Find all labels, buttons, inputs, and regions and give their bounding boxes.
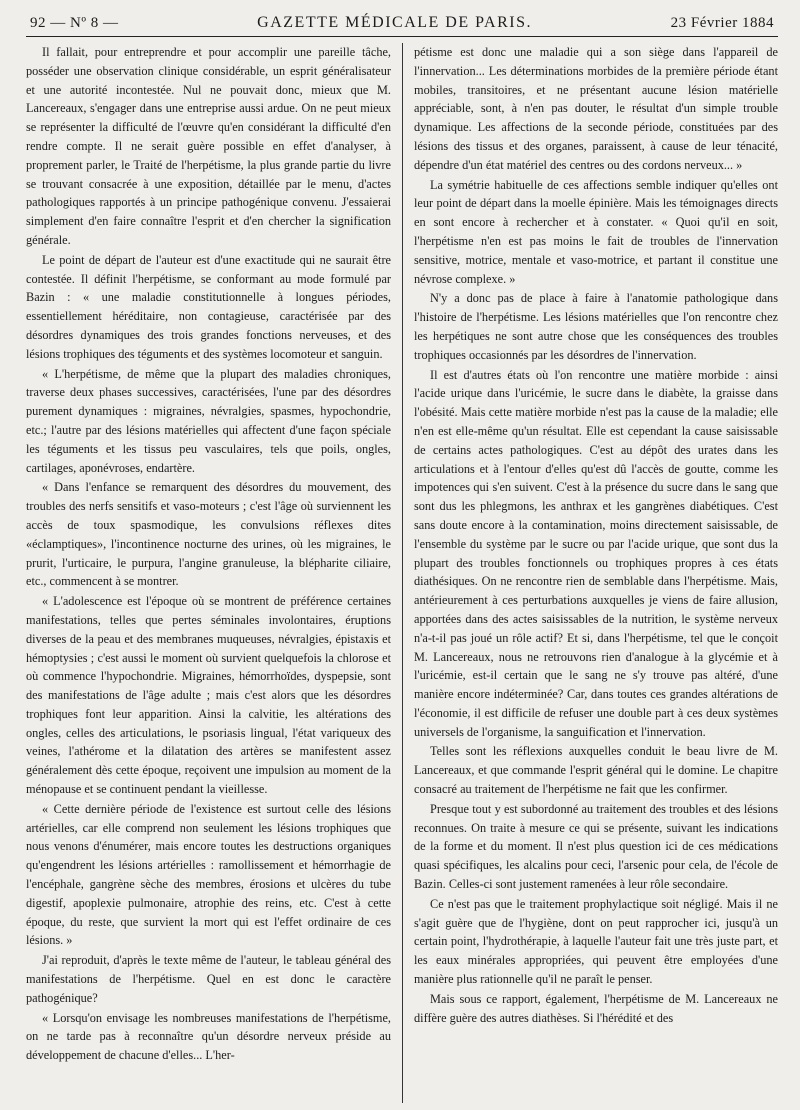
paragraph: Il est d'autres états où l'on rencontre une matière morbide : ainsi l'acide urique dans l'uricémie, le sucre dans le diabète, la graisse dans l'obésité. Mais cette matière morbide n'est pas la cause de la maladie; elle n'en est elle-même qu'un résultat. Elle est cependant la cause saisissable de certains actes pathologiques. C'est au dépôt des urates dans les articulations et à l'entour d'elles qu'est dû l'accès de goutte, comme les impotences qui s'en suivent. C'est à la présence du sucre dans le sang que sont dus les phlegmons, les anthrax et les gangrènes diabétiques. C'est sans doute encore à la contamination, moins directement saisissable, de l'ensemble du système par le sucre ou par l'acide urique, que sont dus la plupart des troubles fonctionnels ou trophiques propres à ces états diathésiques. On ne rencontre rien de semblable dans l'herpétisme. Mais, antérieurement à ces perturbations auxquelles je viens de faire allusion, apportées dans des actes saisissables de la nutrition, le système nerveux n'a-t-il pas joué un rôle actif? Et si, dans l'herpétisme, tel que le conçoit M. Lancereaux, nous ne retrouvons rien d'analogue à la glycémie et à l'uricémie, est-il certain que le sang ne s'y trouve pas altéré, d'une manière encore indéterminée? Car, dans toutes ces grandes altérations de l'économie, il est difficile de refuser une double part à ces deux systèmes universels de l'organisme, la sanguification et l'innervation. xyxy=(414,367,778,739)
right-column xyxy=(402,43,778,1103)
paragraph: « L'adolescence est l'époque où se montrent de préférence certaines manifestations, telles que pertes séminales involontaires, éruptions diverses de la peau et des membranes muqueuses, névralgies, épistaxis et hémoptysies ; c'est aussi le moment où survient quelquefois la chlorose et où commence l'hypochondrie. Migraines, hémorrhoïdes, dyspepsie, sont des manifestations de l'âge adulte ; mais c'est alors que les désordres trophiques font leur apparition. Ainsi la calvitie, les altérations des ongles, celles des articulations, le psoriasis lingual, l'état variqueux des veines, l'athérome et la dilatation des artères se manifestent assez généralement dès cette époque, reçoivent une impulsion au moment de la ménopause et se continuent pendant la vieillesse. xyxy=(26,594,391,797)
left-column xyxy=(26,43,402,1103)
paragraph: pétisme est donc une maladie qui a son siège dans l'appareil de l'innervation... Les déterminations morbides de la première période étant mobiles, transitoires, et ne présentant aucune lésion matérielle appréciable, sont, à n'en pas douter, le résultat d'un simple trouble dynamique. Les affections de la seconde période, constituées par des lésions des tissus et des organes, paraissent, à cause de leur ténacité, dépendre d'un état matériel des centres ou des cordons nerveux... » xyxy=(414,45,778,172)
paragraph: Ce n'est pas que le traitement prophylactique soit négligé. Mais il ne s'agit guère que de l'hygiène, dont on peut rapprocher ici, jusqu'à un certain point, l'hydrothérapie, à laquelle l'auteur fait une très juste part, et les eaux minérales appropriées, qui peuvent être employées d'une manière plus rationnelle qu'il ne paraît le penser. xyxy=(414,896,778,987)
paragraph: N'y a donc pas de place à faire à l'anatomie pathologique dans l'histoire de l'herpétisme. Les lésions matérielles que l'on rencontre chez les herpétiques ne sont autre chose que les conséquences des troubles trophiques occasionnés par les désordres de l'innervation. xyxy=(414,291,778,362)
issue-date: 23 Février 1884 xyxy=(670,15,774,31)
text-columns xyxy=(26,43,778,1103)
paragraph: Telles sont les réflexions auxquelles conduit le beau livre de M. Lancereaux, et que commande l'esprit général qui le domine. Le chapitre consacré au traitement de l'herpétisme ne fait que les confirmer. xyxy=(414,744,778,797)
paragraph: « L'herpétisme, de même que la plupart des maladies chroniques, traverse deux phases successives, caractérisées, l'une par des désordres purement dynamiques : migraines, névralgies, spasmes, hypochondrie, etc.; l'autre par des lésions matérielles qui affectent d'une façon spéciale les téguments et les tissus peu vasculaires, tels que poils, ongles, cartilages, aponévroses, endartère. xyxy=(26,366,391,475)
paragraph: « Lorsqu'on envisage les nombreuses manifestations de l'herpétisme, on ne tarde pas à reconnaître qu'un désordre nerveux préside au développement de chacune d'elles... L'her- xyxy=(26,1010,391,1063)
journal-title: GAZETTE MÉDICALE DE PARIS. xyxy=(257,14,532,31)
page-header xyxy=(26,14,778,37)
paragraph: « Dans l'enfance se remarquent des désordres du mouvement, des troubles des nerfs sensitifs et vaso-moteurs ; c'est l'âge où surviennent les accès de toux spasmodique, les convulsions réflexes dites «éclamptiques», l'incontinence nocturne des urines, où les migraines, le prurit, l'urticaire, le purpura, l'angine granuleuse, la blépharite ciliaire, etc., commencent à se montrer. xyxy=(26,480,391,589)
paragraph: Mais sous ce rapport, également, l'herpétisme de M. Lancereaux ne diffère guère des autres diathèses. Si l'hérédité et des xyxy=(414,991,778,1025)
paragraph: La symétrie habituelle de ces affections semble indiquer qu'elles ont leur point de départ dans la moelle épinière. Mais les témoignages directs en sont encore à rechercher et à constater. « Quoi qu'il en soit, l'herpétisme n'en est pas moins le fait de troubles de l'innervation sensitive, motrice, mentale et vaso-motrice, et partant il constitue une névrose complexe. » xyxy=(414,177,778,286)
paragraph: Il fallait, pour entreprendre et pour accomplir une pareille tâche, posséder une observation clinique considérable, un esprit généralisateur et une autorité incontestée. Nul ne pouvait donc, mieux que M. Lancereaux, s'engager dans une entreprise aussi ardue. On ne peut mieux se représenter la difficulté de l'œuvre qu'en considérant la difficulté d'en rendre compte. Il ne serait guère possible en effet d'analyser, à proprement parler, le Traité de l'herpétisme, la plus grande partie du livre se trouvant consacrée à une exposition, détaillée par le menu, d'actes pathologiques rapportés à un principe pathogénique convenu. J'essaierai simplement d'en faire connaître l'esprit et d'en chercher la signification générale. xyxy=(26,45,391,247)
paragraph: J'ai reproduit, d'après le texte même de l'auteur, le tableau général des manifestations de l'herpétisme. Quel en est donc le caractère pathogénique? xyxy=(26,953,391,1005)
paragraph: « Cette dernière période de l'existence est surtout celle des lésions artérielles, car elle comprend non seulement les lésions trophiques que nous venons d'énumérer, mais encore toutes les destructions organiques qu'engendrent les lésions artérielles : ramollissement et hémorrhagie de l'encéphale, gangrène sèche des membres, érosions et ulcères du tube digestif, apoplexie pulmonaire, atrophie des reins, etc. C'est à cette époque, du reste, que survient la mort qui est l'effet ordinaire de ces lésions. » xyxy=(26,801,391,948)
paragraph: Le point de départ de l'auteur est d'une exactitude qui ne saurait être contestée. Il définit l'herpétisme, se conformant au mode formulé par Bazin : « une maladie constitutionnelle à longues périodes, essentiellement héréditaire, non contagieuse, caractérisée par des désordres dynamiques des trois grandes fonctions nerveuses, et des lésions trophiques des téguments et des systèmes locomoteur et sanguin. xyxy=(26,252,391,361)
page-number: 92 — Nº 8 — xyxy=(30,15,119,31)
paragraph: Presque tout y est subordonné au traitement des troubles et des lésions reconnues. On traite à mesure ce qui se présente, suivant les indications de la forme et du moment. Il n'est plus question ici de ces médications quasi spécifiques, les alcalins pour ceci, l'arsenic pour cela, de l'école de Bazin. Celles-ci sont justement ramenées à leur rôle secondaire. xyxy=(414,801,778,892)
